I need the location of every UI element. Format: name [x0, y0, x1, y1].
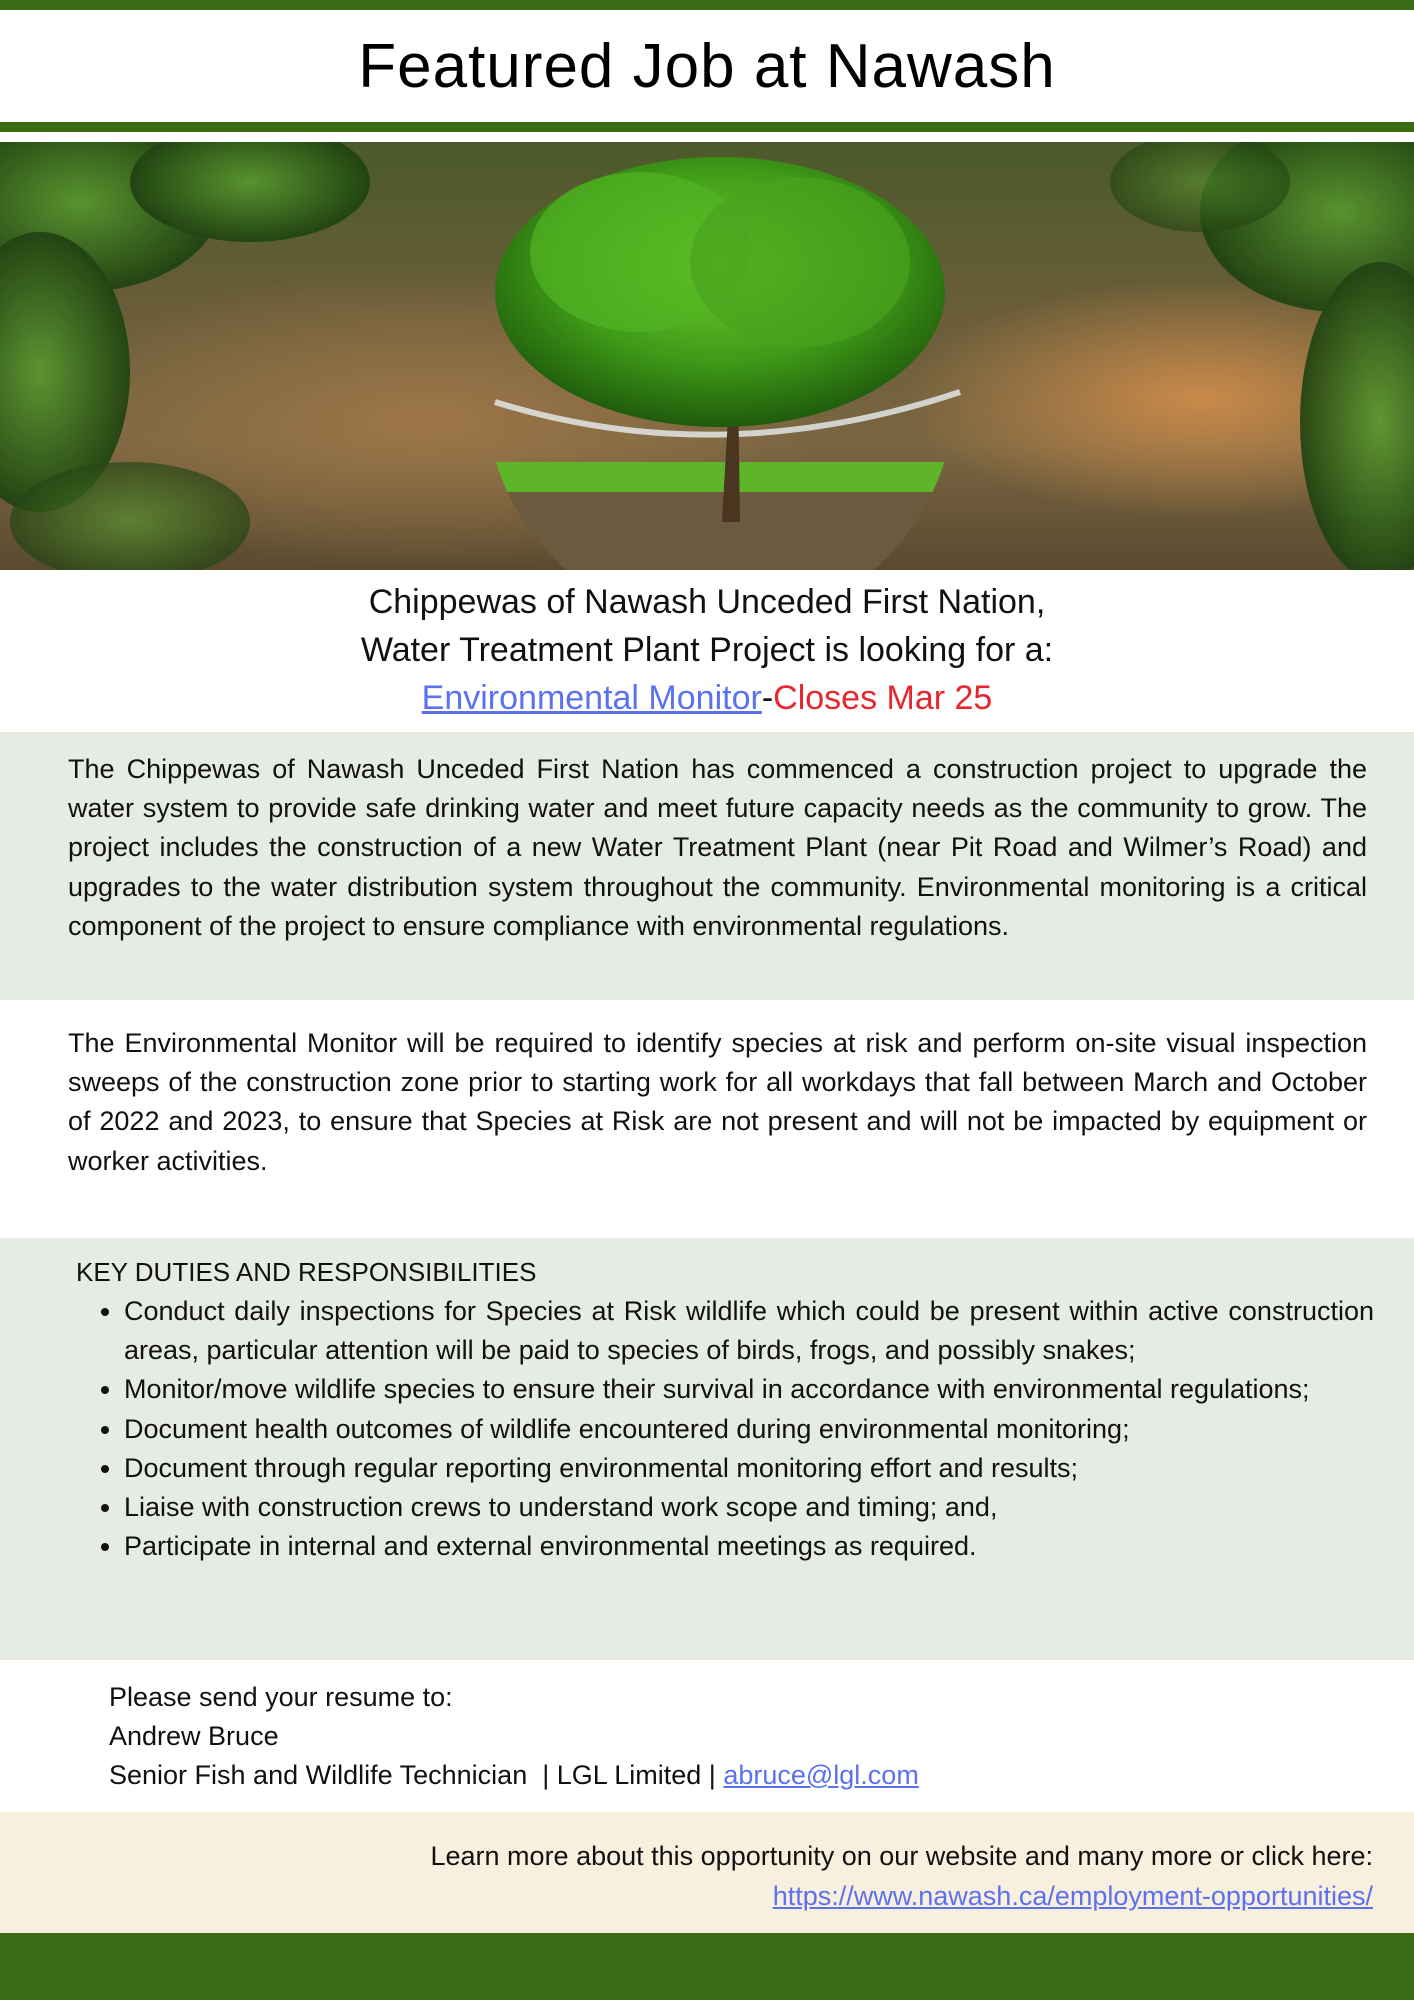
- list-item: • Document health outcomes of wildlife encountered during environmental monitoring;: [124, 1410, 1374, 1449]
- contact-name: Andrew Bruce: [109, 1721, 279, 1751]
- contact-role: Senior Fish and Wildlife Technician | LGL Limited |: [109, 1760, 724, 1790]
- list-item: • Liaise with construction crews to understand work scope and timing; and,: [124, 1488, 1374, 1527]
- learn-more-text: Learn more about this opportunity on our website and many more or click here:: [430, 1841, 1373, 1871]
- contact-email-link[interactable]: abruce@lgl.com: [723, 1760, 919, 1790]
- intro-line-1: Chippewas of Nawash Unceded First Nation,: [368, 583, 1046, 621]
- list-item: • Monitor/move wildlife species to ensure their survival in accordance with environmental regulations;: [124, 1370, 1374, 1409]
- intro-line-2: Water Treatment Plant Project is looking for a:: [360, 631, 1054, 669]
- top-bar: [0, 0, 1414, 10]
- list-item: • Document through regular reporting environmental monitoring effort and results;: [124, 1449, 1374, 1488]
- role-description: The Environmental Monitor will be required to identify species at risk and perform on-site visual inspection sweeps of the construction zone prior to starting work for all workdays that fall between March and October of 2022 and 2023, to ensure that Species at Risk are not present and will not be impacted by equipment or worker activities.: [68, 1028, 1367, 1176]
- job-title-link[interactable]: Environmental Monitor: [421, 679, 762, 717]
- page-title: Featured Job at Nawash: [358, 31, 1056, 101]
- contact-intro: Please send your resume to:: [109, 1682, 453, 1712]
- learn-more: [431, 1836, 1374, 1916]
- footer-bar: [0, 1933, 1414, 2000]
- list-item: • Conduct daily inspections for Species at Risk wildlife which could be present within active construction areas, particular attention will be paid to species of birds, frogs, and possibly snakes;: [124, 1292, 1374, 1370]
- hero-image-tree: [0, 142, 1414, 570]
- project-description: The Chippewas of Nawash Unceded First Nation has commenced a construction project to upgrade the water system to provide safe drinking water and meet future capacity needs as the community to grow. The project includes the construction of a new Water Treatment Plant (near Pit Road and Wilmer’s Road) and upgrades to the water distribution system throughout the community. Environmental monitoring is a critical component of the project to ensure compliance with environmental regulations.: [68, 754, 1367, 941]
- employment-link[interactable]: https://www.nawash.ca/employment-opportunities/: [772, 1881, 1373, 1911]
- job-intro: [0, 578, 1414, 722]
- contact-block: [109, 1678, 919, 1795]
- duties-list: [76, 1292, 1374, 1566]
- separator: -: [761, 679, 774, 717]
- list-item: • Participate in internal and external environmental meetings as required.: [124, 1527, 1374, 1566]
- closing-date: Closes Mar 25: [773, 679, 993, 717]
- title-divider: [0, 122, 1414, 132]
- duties-heading: KEY DUTIES AND RESPONSIBILITIES: [76, 1257, 537, 1287]
